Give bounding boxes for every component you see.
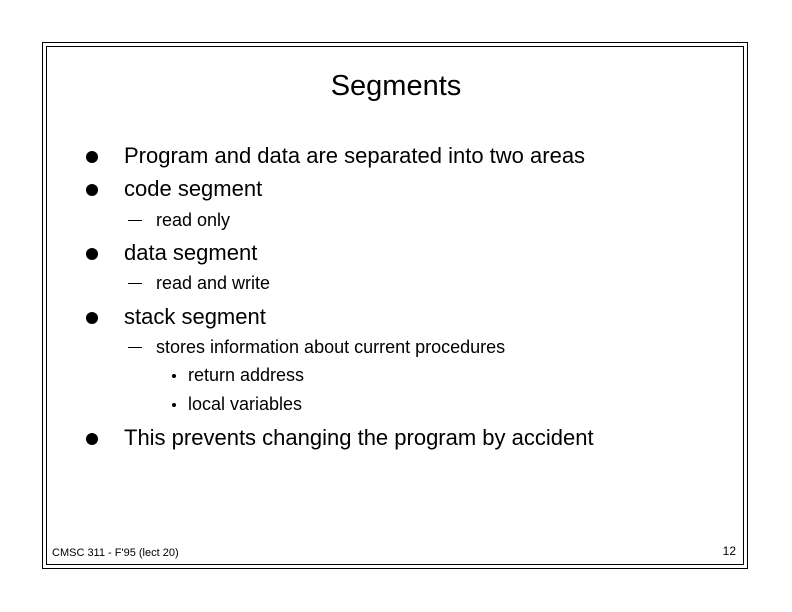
bullet-item-data-segment: data segment xyxy=(124,240,258,265)
bullet-icon xyxy=(86,184,98,196)
bullet-item-stack-segment: stack segment xyxy=(124,304,266,329)
dash-icon xyxy=(128,220,142,221)
bullet-icon xyxy=(86,312,98,324)
dash-icon xyxy=(128,283,142,284)
bullet-icon xyxy=(86,151,98,163)
subsubitem-local-variables: local variables xyxy=(188,394,303,414)
subitem-read-only: read only xyxy=(156,210,231,230)
page-number: 12 xyxy=(722,544,736,558)
bullet-icon xyxy=(86,248,98,260)
bullet-icon xyxy=(86,433,98,445)
bullet-item-program-data: Program and data are separated into two areas xyxy=(124,143,586,168)
subitem-stores-information: stores information about current procedures xyxy=(156,337,506,357)
slide-title: Segments xyxy=(330,70,462,102)
dash-icon xyxy=(128,347,142,348)
subitem-read-write: read and write xyxy=(156,273,271,293)
dot-icon xyxy=(172,374,176,378)
footer-course-label: CMSC 311 - F'95 (lect 20) xyxy=(52,547,179,559)
dot-icon xyxy=(172,403,176,407)
subsubitem-return-address: return address xyxy=(188,365,305,385)
bullet-item-code-segment: code segment xyxy=(124,176,263,201)
bullet-item-prevents-changing: This prevents changing the program by accident xyxy=(124,425,594,450)
